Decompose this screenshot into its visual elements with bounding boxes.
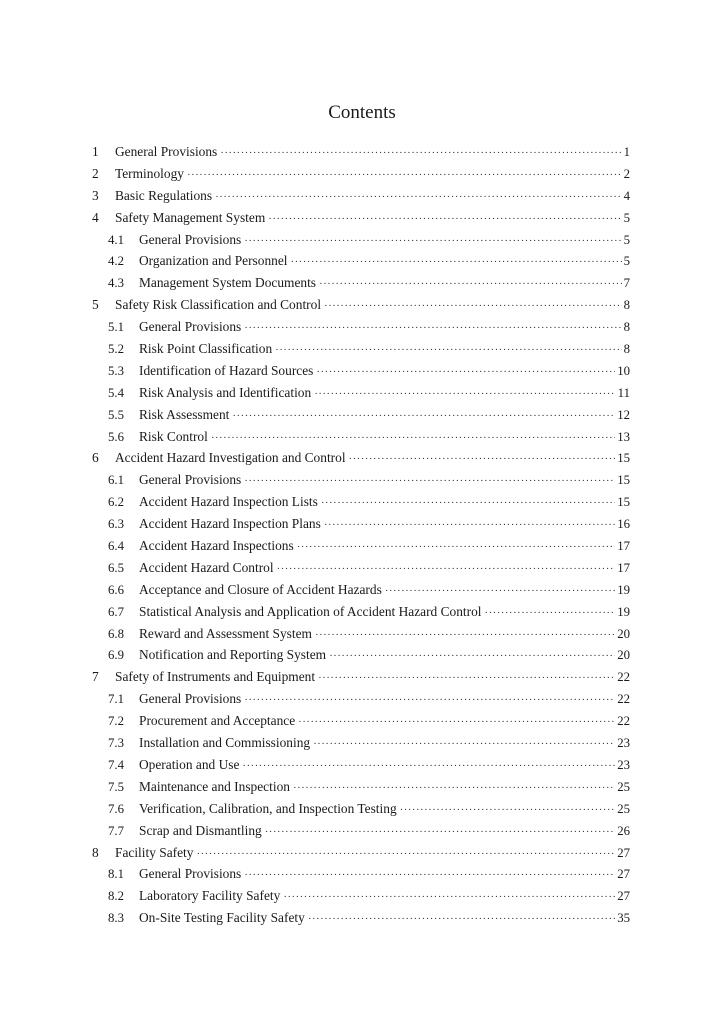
toc-entry-page: 15 bbox=[617, 495, 630, 510]
toc-entry-number: 4.2 bbox=[108, 254, 124, 269]
toc-entry-number: 7 bbox=[92, 669, 99, 685]
toc-entry-5-5[interactable] bbox=[92, 404, 630, 426]
toc-list bbox=[92, 141, 630, 929]
toc-entry-number: 7.2 bbox=[108, 714, 124, 729]
toc-entry-number: 8.3 bbox=[108, 911, 124, 926]
toc-entry-title: Accident Hazard Investigation and Control bbox=[115, 450, 346, 466]
toc-entry-page: 22 bbox=[617, 714, 630, 729]
toc-entry-6-4[interactable] bbox=[92, 535, 630, 557]
toc-entry-page: 27 bbox=[617, 889, 630, 904]
toc-entry-5-2[interactable] bbox=[92, 338, 630, 360]
toc-entry-6-3[interactable] bbox=[92, 513, 630, 535]
toc-entry-title: Operation and Use bbox=[139, 756, 240, 772]
toc-entry-2[interactable] bbox=[92, 163, 630, 185]
toc-entry-page: 27 bbox=[617, 845, 630, 860]
toc-entry-6-6[interactable] bbox=[92, 579, 630, 601]
toc-entry-title: Risk Control bbox=[139, 428, 208, 444]
toc-entry-page: 5 bbox=[623, 232, 630, 247]
toc-dot-leader bbox=[196, 844, 615, 866]
toc-entry-7-2[interactable] bbox=[92, 710, 630, 732]
toc-entry-number: 7.4 bbox=[108, 757, 124, 772]
toc-entry-number: 4 bbox=[92, 209, 99, 225]
toc-dot-leader bbox=[313, 734, 615, 756]
toc-dot-leader bbox=[293, 778, 615, 800]
toc-entry-page: 35 bbox=[617, 911, 630, 926]
toc-entry-6-5[interactable] bbox=[92, 557, 630, 579]
toc-entry-title: On-Site Testing Facility Safety bbox=[139, 910, 305, 926]
toc-entry-page: 7 bbox=[623, 276, 630, 291]
toc-entry-page: 23 bbox=[617, 736, 630, 751]
toc-dot-leader bbox=[244, 318, 621, 340]
toc-entry-page: 23 bbox=[617, 757, 630, 772]
toc-entry-page: 13 bbox=[617, 429, 630, 444]
toc-dot-leader bbox=[329, 646, 615, 668]
toc-entry-number: 4.1 bbox=[108, 232, 124, 247]
toc-entry-page: 8 bbox=[623, 320, 630, 335]
toc-dot-leader bbox=[244, 231, 621, 253]
toc-entry-7-3[interactable] bbox=[92, 732, 630, 754]
toc-dot-leader bbox=[291, 252, 622, 274]
toc-entry-7-5[interactable] bbox=[92, 776, 630, 798]
toc-entry-number: 8.1 bbox=[108, 867, 124, 882]
toc-entry-6[interactable] bbox=[92, 447, 630, 469]
toc-entry-8[interactable] bbox=[92, 842, 630, 864]
toc-entry-4-1[interactable] bbox=[92, 229, 630, 251]
toc-dot-leader bbox=[324, 515, 615, 537]
toc-entry-title: Notification and Reporting System bbox=[139, 647, 327, 663]
toc-dot-leader bbox=[485, 603, 616, 625]
toc-entry-6-2[interactable] bbox=[92, 491, 630, 513]
toc-entry-page: 15 bbox=[617, 473, 630, 488]
toc-dot-leader bbox=[275, 340, 621, 362]
toc-entry-7-6[interactable] bbox=[92, 798, 630, 820]
toc-entry-5-3[interactable] bbox=[92, 360, 630, 382]
toc-dot-leader bbox=[244, 471, 615, 493]
toc-entry-6-8[interactable] bbox=[92, 623, 630, 645]
toc-entry-title: Safety of Instruments and Equipment bbox=[115, 669, 316, 685]
toc-entry-number: 7.5 bbox=[108, 779, 124, 794]
toc-entry-title: General Provisions bbox=[139, 472, 242, 488]
toc-dot-leader bbox=[297, 537, 616, 559]
toc-dot-leader bbox=[215, 187, 622, 209]
toc-entry-page: 2 bbox=[623, 166, 630, 181]
toc-entry-number: 6 bbox=[92, 450, 99, 466]
toc-entry-number: 6.1 bbox=[108, 473, 124, 488]
toc-entry-number: 5.4 bbox=[108, 385, 124, 400]
toc-entry-number: 6.5 bbox=[108, 560, 124, 575]
toc-entry-page: 17 bbox=[617, 560, 630, 575]
toc-dot-leader bbox=[315, 625, 615, 647]
toc-entry-title: Statistical Analysis and Application of Accident Hazard Control bbox=[139, 603, 482, 619]
toc-entry-7-7[interactable] bbox=[92, 820, 630, 842]
toc-entry-7-1[interactable] bbox=[92, 688, 630, 710]
toc-entry-4[interactable] bbox=[92, 207, 630, 229]
toc-entry-number: 6.3 bbox=[108, 517, 124, 532]
toc-entry-page: 1 bbox=[623, 145, 630, 159]
toc-dot-leader bbox=[187, 165, 622, 187]
toc-entry-number: 8.2 bbox=[108, 889, 124, 904]
toc-dot-leader bbox=[283, 887, 615, 909]
toc-entry-number: 1 bbox=[92, 144, 99, 159]
toc-entry-5[interactable] bbox=[92, 294, 630, 316]
toc-entry-title: Verification, Calibration, and Inspection Testing bbox=[139, 800, 397, 816]
toc-entry-title: Safety Management System bbox=[115, 209, 266, 225]
toc-dot-leader bbox=[211, 428, 615, 450]
toc-entry-title: Maintenance and Inspection bbox=[139, 778, 290, 794]
toc-entry-page: 19 bbox=[617, 604, 630, 619]
toc-entry-title: Accident Hazard Inspections bbox=[139, 538, 294, 554]
toc-entry-title: Risk Assessment bbox=[139, 406, 230, 422]
toc-entry-title: Scrap and Dismantling bbox=[139, 822, 262, 838]
toc-entry-title: Management System Documents bbox=[139, 275, 317, 291]
toc-entry-8-1[interactable] bbox=[92, 863, 630, 885]
toc-dot-leader bbox=[268, 209, 621, 231]
toc-entry-title: Facility Safety bbox=[115, 844, 194, 860]
toc-dot-leader bbox=[324, 296, 622, 318]
toc-entry-1[interactable] bbox=[92, 141, 630, 163]
toc-entry-title: Risk Analysis and Identification bbox=[139, 384, 312, 400]
toc-dot-leader bbox=[316, 362, 615, 384]
toc-entry-title: Organization and Personnel bbox=[139, 253, 288, 269]
toc-entry-5-4[interactable] bbox=[92, 382, 630, 404]
toc-entry-3[interactable] bbox=[92, 185, 630, 207]
toc-entry-number: 4.3 bbox=[108, 276, 124, 291]
toc-entry-number: 5.6 bbox=[108, 429, 124, 444]
toc-entry-title: Installation and Commissioning bbox=[139, 735, 311, 751]
toc-entry-title: Risk Point Classification bbox=[139, 341, 273, 357]
toc-entry-number: 5 bbox=[92, 297, 99, 313]
toc-entry-6-9[interactable] bbox=[92, 644, 630, 666]
toc-entry-page: 10 bbox=[617, 363, 630, 378]
toc-entry-number: 3 bbox=[92, 187, 99, 203]
toc-entry-title: General Provisions bbox=[139, 231, 242, 247]
toc-entry-number: 7.6 bbox=[108, 801, 124, 816]
toc-entry-page: 15 bbox=[617, 451, 630, 466]
toc-entry-7[interactable] bbox=[92, 666, 630, 688]
toc-entry-page: 19 bbox=[617, 582, 630, 597]
toc-dot-leader bbox=[242, 756, 615, 778]
toc-entry-page: 5 bbox=[623, 254, 630, 269]
toc-entry-title: Terminology bbox=[115, 165, 184, 181]
toc-entry-title: Accident Hazard Inspection Lists bbox=[139, 494, 318, 510]
toc-dot-leader bbox=[244, 690, 615, 712]
toc-entry-number: 7.7 bbox=[108, 823, 124, 838]
toc-entry-number: 6.8 bbox=[108, 626, 124, 641]
toc-entry-page: 5 bbox=[623, 210, 630, 225]
toc-entry-page: 17 bbox=[617, 539, 630, 554]
toc-entry-page: 22 bbox=[617, 692, 630, 707]
toc-dot-leader bbox=[220, 143, 621, 165]
toc-entry-number: 7.3 bbox=[108, 736, 124, 751]
toc-entry-title: Procurement and Acceptance bbox=[139, 713, 296, 729]
toc-entry-page: 20 bbox=[617, 648, 630, 663]
toc-entry-page: 12 bbox=[617, 407, 630, 422]
toc-dot-leader bbox=[314, 384, 615, 406]
toc-dot-leader bbox=[400, 800, 616, 822]
toc-entry-number: 5.2 bbox=[108, 342, 124, 357]
toc-entry-title: Identification of Hazard Sources bbox=[139, 362, 314, 378]
toc-entry-page: 25 bbox=[617, 801, 630, 816]
toc-dot-leader bbox=[232, 406, 615, 428]
toc-entry-page: 11 bbox=[617, 385, 630, 400]
toc-entry-number: 5.1 bbox=[108, 320, 124, 335]
toc-entry-title: Accident Hazard Control bbox=[139, 559, 274, 575]
toc-entry-5-6[interactable] bbox=[92, 426, 630, 448]
toc-entry-title: Reward and Assessment System bbox=[139, 625, 312, 641]
toc-entry-number: 6.2 bbox=[108, 495, 124, 510]
toc-entry-8-2[interactable] bbox=[92, 885, 630, 907]
toc-dot-leader bbox=[277, 559, 616, 581]
toc-entry-8-3[interactable] bbox=[92, 907, 630, 929]
toc-entry-page: 8 bbox=[623, 342, 630, 357]
toc-entry-title: General Provisions bbox=[139, 319, 242, 335]
toc-entry-number: 5.5 bbox=[108, 407, 124, 422]
toc-entry-title: Safety Risk Classification and Control bbox=[115, 297, 322, 313]
toc-entry-page: 4 bbox=[623, 188, 630, 203]
toc-entry-title: General Provisions bbox=[139, 691, 242, 707]
toc-entry-number: 8 bbox=[92, 844, 99, 860]
toc-entry-page: 8 bbox=[623, 298, 630, 313]
toc-entry-6-1[interactable] bbox=[92, 469, 630, 491]
toc-entry-page: 25 bbox=[617, 779, 630, 794]
toc-entry-page: 26 bbox=[617, 823, 630, 838]
toc-entry-page: 27 bbox=[617, 867, 630, 882]
toc-entry-title: Acceptance and Closure of Accident Hazards bbox=[139, 581, 382, 597]
toc-entry-6-7[interactable] bbox=[92, 601, 630, 623]
toc-entry-7-4[interactable] bbox=[92, 754, 630, 776]
toc-entry-title: General Provisions bbox=[139, 866, 242, 882]
toc-entry-number: 5.3 bbox=[108, 363, 124, 378]
toc-entry-title: Accident Hazard Inspection Plans bbox=[139, 516, 321, 532]
toc-entry-page: 20 bbox=[617, 626, 630, 641]
toc-dot-leader bbox=[308, 909, 615, 931]
toc-dot-leader bbox=[265, 822, 615, 844]
toc-entry-number: 6.4 bbox=[108, 539, 124, 554]
toc-dot-leader bbox=[385, 581, 615, 603]
toc-dot-leader bbox=[349, 449, 616, 471]
toc-entry-number: 6.9 bbox=[108, 648, 124, 663]
toc-dot-leader bbox=[318, 668, 615, 690]
toc-entry-page: 22 bbox=[617, 670, 630, 685]
toc-entry-page: 16 bbox=[617, 517, 630, 532]
toc-entry-number: 2 bbox=[92, 165, 99, 181]
toc-dot-leader bbox=[298, 712, 615, 734]
toc-dot-leader bbox=[321, 493, 615, 515]
toc-entry-number: 7.1 bbox=[108, 692, 124, 707]
toc-entry-number: 6.7 bbox=[108, 604, 124, 619]
toc-dot-leader bbox=[244, 865, 615, 887]
toc-dot-leader bbox=[319, 274, 622, 296]
toc-entry-4-3[interactable] bbox=[92, 272, 630, 294]
toc-entry-5-1[interactable] bbox=[92, 316, 630, 338]
toc-entry-title: Basic Regulations bbox=[115, 187, 213, 203]
toc-entry-title: Laboratory Facility Safety bbox=[139, 888, 281, 904]
toc-title: Contents bbox=[328, 102, 396, 123]
toc-entry-number: 6.6 bbox=[108, 582, 124, 597]
toc-entry-4-2[interactable] bbox=[92, 250, 630, 272]
toc-entry-title: General Provisions bbox=[115, 144, 218, 159]
